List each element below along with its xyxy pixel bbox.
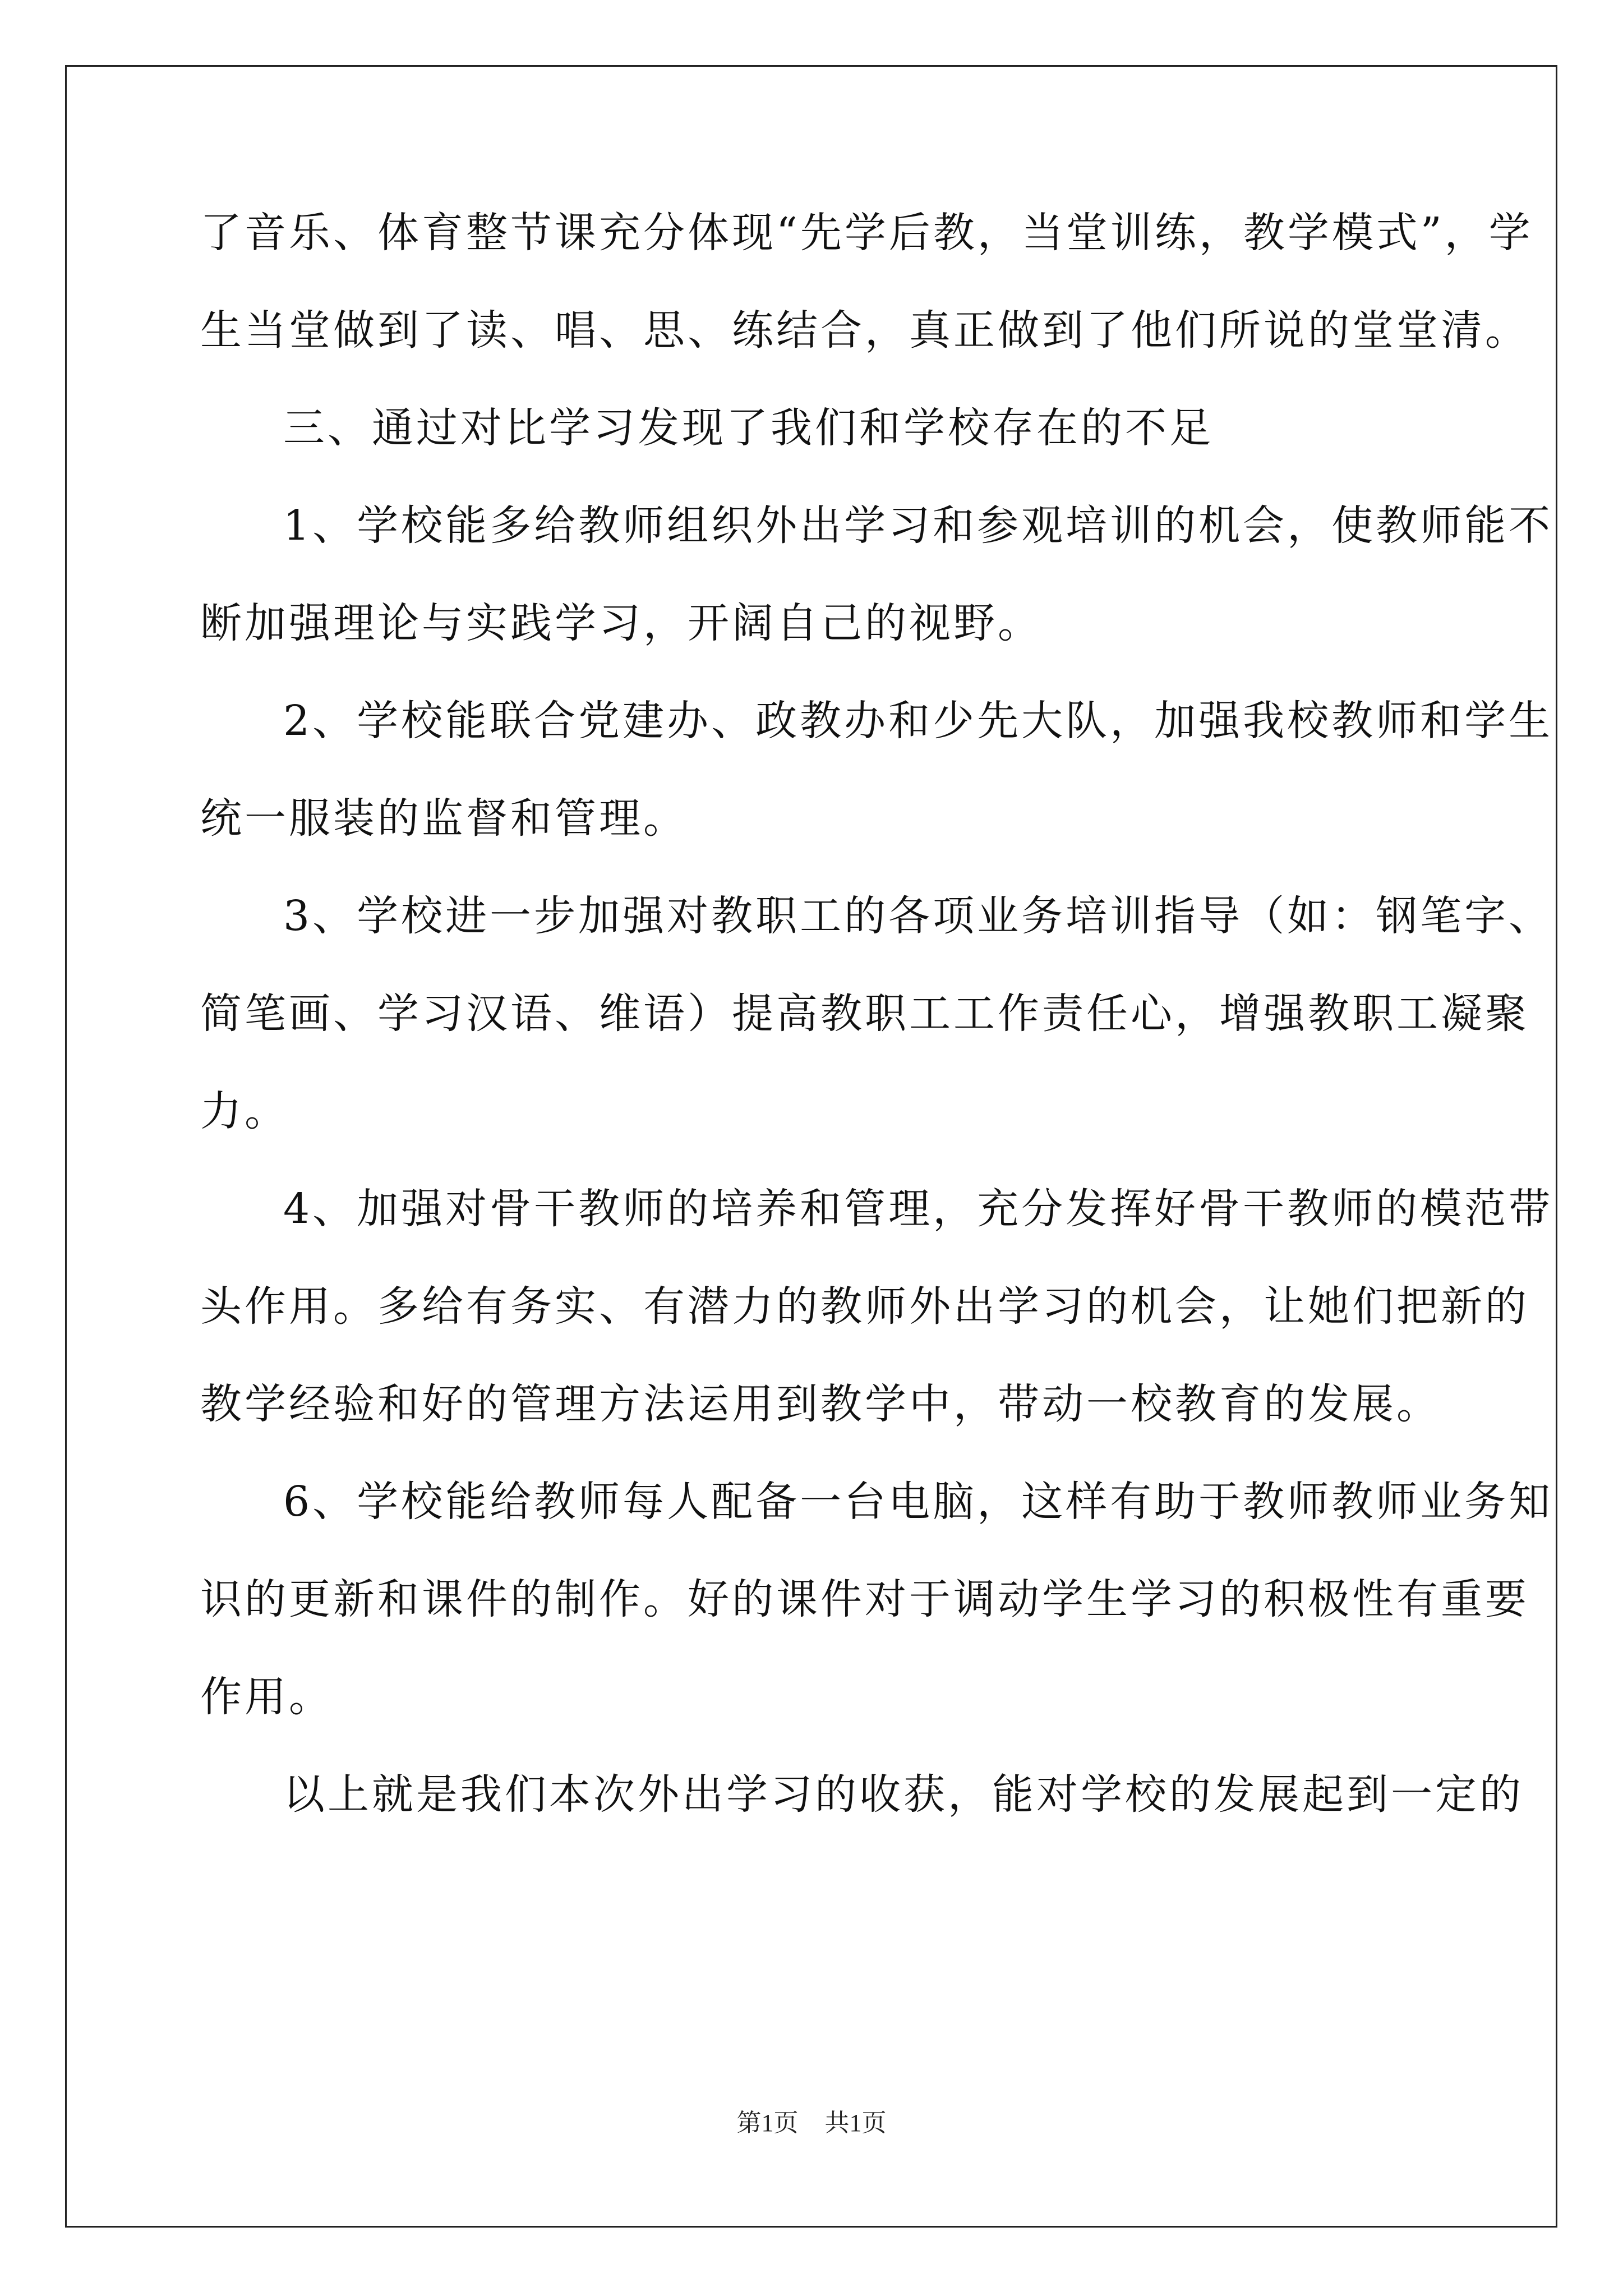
section-heading: 三、通过对比学习发现了我们和学校存在的不足 [283,404,1214,452]
text-line: 作用。 [200,1673,333,1721]
page-number: 第1页 [736,2109,799,2137]
text-line: 1、学校能多给教师组织外出学习和参观培训的机会，使教师能不 [283,501,1553,550]
text-line: 断加强理论与实践学习，开阔自己的视野。 [200,599,1042,647]
page-footer [0,2102,1623,2138]
text-line: 简笔画、学习汉语、维语）提高教职工工作责任心，增强教职工凝聚 [200,990,1529,1038]
text-line: 教学经验和好的管理方法运用到教学中，带动一校教育的发展。 [200,1380,1441,1428]
text-line: 识的更新和课件的制作。好的课件对于调动学生学习的积极性有重要 [200,1575,1529,1623]
text-line: 头作用。多给有务实、有潜力的教师外出学习的机会，让她们把新的 [200,1282,1529,1331]
text-line: 统一服装的监督和管理。 [200,794,688,843]
page-border [65,65,1557,2228]
text-line: 4、加强对骨干教师的培养和管理，充分发挥好骨干教师的模范带 [283,1185,1553,1233]
page-total: 共1页 [824,2109,887,2137]
text-line: 力。 [200,1087,289,1135]
text-line: 以上就是我们本次外出学习的收获，能对学校的发展起到一定的 [283,1770,1524,1819]
text-line: 生当堂做到了读、唱、思、练结合，真正做到了他们所说的堂堂清。 [200,306,1529,355]
text-line: 了音乐、体育整节课充分体现“先学后教，当堂训练，教学模式”，学 [200,209,1533,257]
text-line: 3、学校进一步加强对教职工的各项业务培训指导（如：钢笔字、 [283,892,1553,940]
text-line: 2、学校能联合党建办、政教办和少先大队，加强我校教师和学生 [283,697,1553,745]
text-line: 6、学校能给教师每人配备一台电脑，这样有助于教师教师业务知 [283,1478,1553,1526]
